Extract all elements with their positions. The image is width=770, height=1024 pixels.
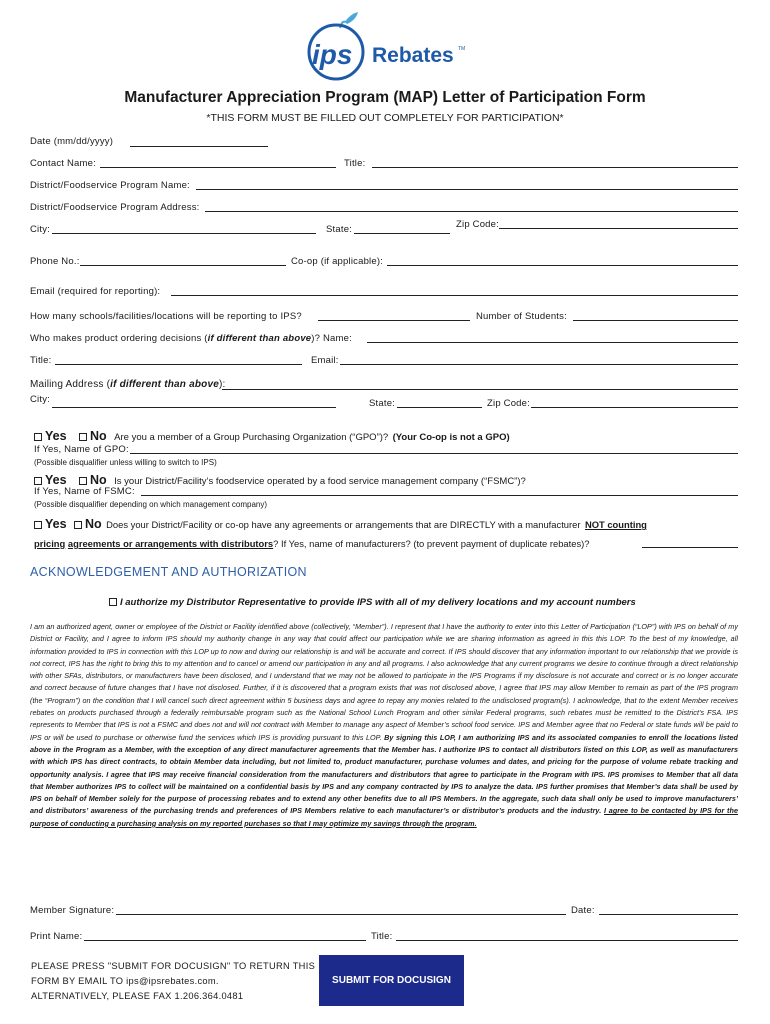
direct-distributors-emph: agreements or arrangements with distributors xyxy=(67,538,274,549)
fsmc-name-label: If Yes, Name of FSMC: xyxy=(34,486,135,497)
authorize-checkbox[interactable] xyxy=(109,598,117,606)
signature-title-field[interactable] xyxy=(396,940,738,941)
footer-line-2: FORM BY EMAIL TO ips@ipsrebates.com. xyxy=(31,976,219,986)
state-field[interactable] xyxy=(354,233,450,234)
signature-date-label: Date: xyxy=(571,905,595,916)
decision-email-field[interactable] xyxy=(340,364,738,365)
logo-tm: TM xyxy=(458,46,466,52)
state-label: State: xyxy=(326,224,353,235)
decision-title-field[interactable] xyxy=(55,364,302,365)
program-address-label: District/Foodservice Program Address: xyxy=(30,202,200,213)
city-label: City: xyxy=(30,224,50,235)
email-field[interactable] xyxy=(171,295,738,296)
gpo-name-field[interactable] xyxy=(130,453,738,454)
ack-text-2: By signing this LOP, I am authorizing IPS and its associated companies to enroll the locations listed above in the Program as a Member, with the exception of any direct manufacturer agreements that the Member has. I authorize IPS to contact all distributors listed on this LOP, as well as manufacturers with which IPS has direct contracts, to obtain Member data including, but not limited to, product manufacturer, purchase volumes and dates, and pricing for the purpose of volume rebate tracking and opportunity analysis. I agree that IPS may receive financial consideration from the manufacturers and distributors that agree to participate in the Program with IPS. IPS promises to Member that all data that Member authorizes IPS to collect will be maintained on a confidential basis by IPS and any company contracted by IPS to analyze the data. IPS further promises that Member’s data shall be used by IPS on behalf of Member solely for the purpose of processing rebates and to extend any other benefits due to all IPS Members. In the aggregate, such data shall only be used to improve manufacturers’ and distributors’ awareness of the purchasing trends and preferences of IPS Members relative to each manufacturer’s or distributor’s products and the industry. xyxy=(30,732,738,816)
mailing-zip-label: Zip Code: xyxy=(487,398,530,409)
phone-label: Phone No.: xyxy=(30,256,80,267)
fsmc-disqualifier-note: (Possible disqualifier depending on which management company) xyxy=(34,500,268,509)
member-signature-field[interactable] xyxy=(116,914,566,915)
decision-maker-label: Who makes product ordering decisions (if different than above)? Name: xyxy=(30,333,352,344)
print-name-label: Print Name: xyxy=(30,931,83,942)
ack-heading: ACKNOWLEDGEMENT AND AUTHORIZATION xyxy=(30,565,307,579)
date-label: Date (mm/dd/yyyy) xyxy=(30,136,114,147)
coop-field[interactable] xyxy=(387,265,738,266)
fsmc-yes-label: Yes xyxy=(45,473,67,487)
svg-text:ips: ips xyxy=(312,39,353,70)
mailing-city-field[interactable] xyxy=(52,407,336,408)
mailing-address-field[interactable] xyxy=(222,389,738,390)
zip-label: Zip Code: xyxy=(456,219,499,230)
member-signature-label: Member Signature: xyxy=(30,905,115,916)
locations-label: How many schools/facilities/locations will be reporting to IPS? xyxy=(30,311,302,322)
ack-text-3: I agree to be contacted by IPS for the purpose of conducting a purchasing analysis on my reported purchases so that I may optimize my savings through the program. xyxy=(30,806,738,828)
fsmc-question-text: Is your District/Facility’s foodservice operated by a food service management company (“FSMC”)? xyxy=(114,476,526,487)
direct-no-checkbox[interactable] xyxy=(74,521,82,529)
mailing-zip-field[interactable] xyxy=(531,407,738,408)
date-field[interactable] xyxy=(130,146,268,147)
signature-date-field[interactable] xyxy=(599,914,738,915)
title-label: Title: xyxy=(344,158,366,169)
fsmc-yes-checkbox[interactable] xyxy=(34,477,42,485)
submit-docusign-button[interactable]: SUBMIT FOR DOCUSIGN xyxy=(319,955,464,1006)
direct-agreement-question xyxy=(34,515,647,533)
footer-line-1: PLEASE PRESS "SUBMIT FOR DOCUSIGN" TO RETURN THIS xyxy=(31,961,316,971)
logo xyxy=(300,8,475,84)
ack-paragraph xyxy=(30,621,738,830)
authorize-label: I authorize my Distributor Representative to provide IPS with all of my delivery locations and my account numbers xyxy=(120,597,636,608)
gpo-disqualifier-note: (Possible disqualifier unless willing to switch to IPS) xyxy=(34,458,217,467)
students-label: Number of Students: xyxy=(476,311,567,322)
direct-question-text: Does your District/Facility or co-op have any agreements or arrangements that are DIRECTLY with a manufacturer xyxy=(106,519,581,530)
gpo-no-checkbox[interactable] xyxy=(79,433,87,441)
direct-question-text-2: ? If Yes, name of manufacturers? (to prevent payment of duplicate rebates)? xyxy=(273,538,590,549)
direct-question-emph: NOT counting xyxy=(584,519,647,530)
program-name-field[interactable] xyxy=(196,189,738,190)
gpo-yes-checkbox[interactable] xyxy=(34,433,42,441)
direct-no-label: No xyxy=(85,517,102,531)
city-field[interactable] xyxy=(52,233,316,234)
phone-field[interactable] xyxy=(80,265,286,266)
mailing-state-field[interactable] xyxy=(397,407,482,408)
fsmc-name-field[interactable] xyxy=(141,495,738,496)
email-label: Email (required for reporting): xyxy=(30,286,161,297)
ack-text-1: I am an authorized agent, owner or employee of the District or Facility identified above (collectively, “Member”). I represent that I have the authority to enter into this Letter of Participation (“LOP”) with IPS on behalf of my District or Facility, and I agree to inform IPS should my authority change in any way that could affect our participation while we are sharing information as agreed in this this LOP. To the best of my knowledge, all information provided to IPS in connection with this LOP up to now and during our relationship is and will be accurate and correct. If IPS should discover that any information important to our relationship that we provide is not correct, IPS has the right to bring this to my attention and to cancel or amend our participation in any and all programs. I also acknowledge that any current programs we desire to continue through a direct relationship with other SFAs, distributors, or manufacturers have been disclosed, and I understand that we may not be allowed to participate in the IPS Programs if my disclosure is not accurate and correct or is no longer accurate and correct because of future changes that I have not disclosed. Further, if it is discovered that a program exists that was not disclosed above, I agree that IPS may allow Member to remain as part of the IPS program (the “Program”) on the condition that I will cancel such direct agreement within 5 business days and agree to repay any monies related to the undisclosed program(s). I acknowledge, that to the extent Member receives rebates on products purchased through a federally reimbursable program such as the National School Lunch Program and other similar Federal programs, such rebates must be remitted to the District’s FSA. IPS represents to Member that IPS is not a FSMC and does not and will not contract with Member to manage any aspect of Member’s school food service. IPS and Member agree that no Federal or state funds will be paid to IPS or will be used to purchase or otherwise fund the services which IPS is providing pursuant to this LOP. xyxy=(30,622,738,742)
gpo-question-text: Are you a member of a Group Purchasing Organization (“GPO”)? xyxy=(114,432,389,443)
direct-yes-label: Yes xyxy=(45,517,67,531)
students-field[interactable] xyxy=(573,320,738,321)
direct-agreement-question-line2 xyxy=(34,538,589,549)
footer-instructions xyxy=(31,959,315,1004)
gpo-name-label: If Yes, Name of GPO: xyxy=(34,444,129,455)
form-title: Manufacturer Appreciation Program (MAP) Letter of Participation Form xyxy=(124,89,646,106)
fsmc-no-label: No xyxy=(90,473,107,487)
direct-manufacturers-field[interactable] xyxy=(642,547,738,548)
logo-product: Rebates xyxy=(372,44,454,67)
form-subtitle: *THIS FORM MUST BE FILLED OUT COMPLETELY FOR PARTICIPATION* xyxy=(206,112,564,124)
fsmc-no-checkbox[interactable] xyxy=(79,477,87,485)
contact-name-label: Contact Name: xyxy=(30,158,96,169)
decision-title-label: Title: xyxy=(30,355,52,366)
mailing-city-label: City: xyxy=(30,394,50,405)
gpo-note: (Your Co-op is not a GPO) xyxy=(392,432,510,443)
signature-title-label: Title: xyxy=(371,931,393,942)
authorize-row xyxy=(109,597,636,608)
direct-yes-checkbox[interactable] xyxy=(34,521,42,529)
footer-line-3: ALTERNATIVELY, PLEASE FAX 1.206.364.0481 xyxy=(31,991,244,1001)
program-name-label: District/Foodservice Program Name: xyxy=(30,180,190,191)
contact-name-field[interactable] xyxy=(100,167,336,168)
gpo-yes-label: Yes xyxy=(45,429,67,443)
locations-field[interactable] xyxy=(318,320,470,321)
direct-pricing-emph: pricing xyxy=(34,538,66,549)
gpo-no-label: No xyxy=(90,429,107,443)
print-name-field[interactable] xyxy=(84,940,366,941)
mailing-state-label: State: xyxy=(369,398,396,409)
gpo-question xyxy=(34,427,510,445)
title-field[interactable] xyxy=(372,167,738,168)
program-address-field[interactable] xyxy=(205,211,738,212)
decision-maker-name-field[interactable] xyxy=(367,342,738,343)
decision-email-label: Email: xyxy=(311,355,339,366)
coop-label: Co-op (if applicable): xyxy=(291,256,384,267)
mailing-address-label: Mailing Address (if different than above): xyxy=(30,379,226,390)
zip-field[interactable] xyxy=(499,228,738,229)
